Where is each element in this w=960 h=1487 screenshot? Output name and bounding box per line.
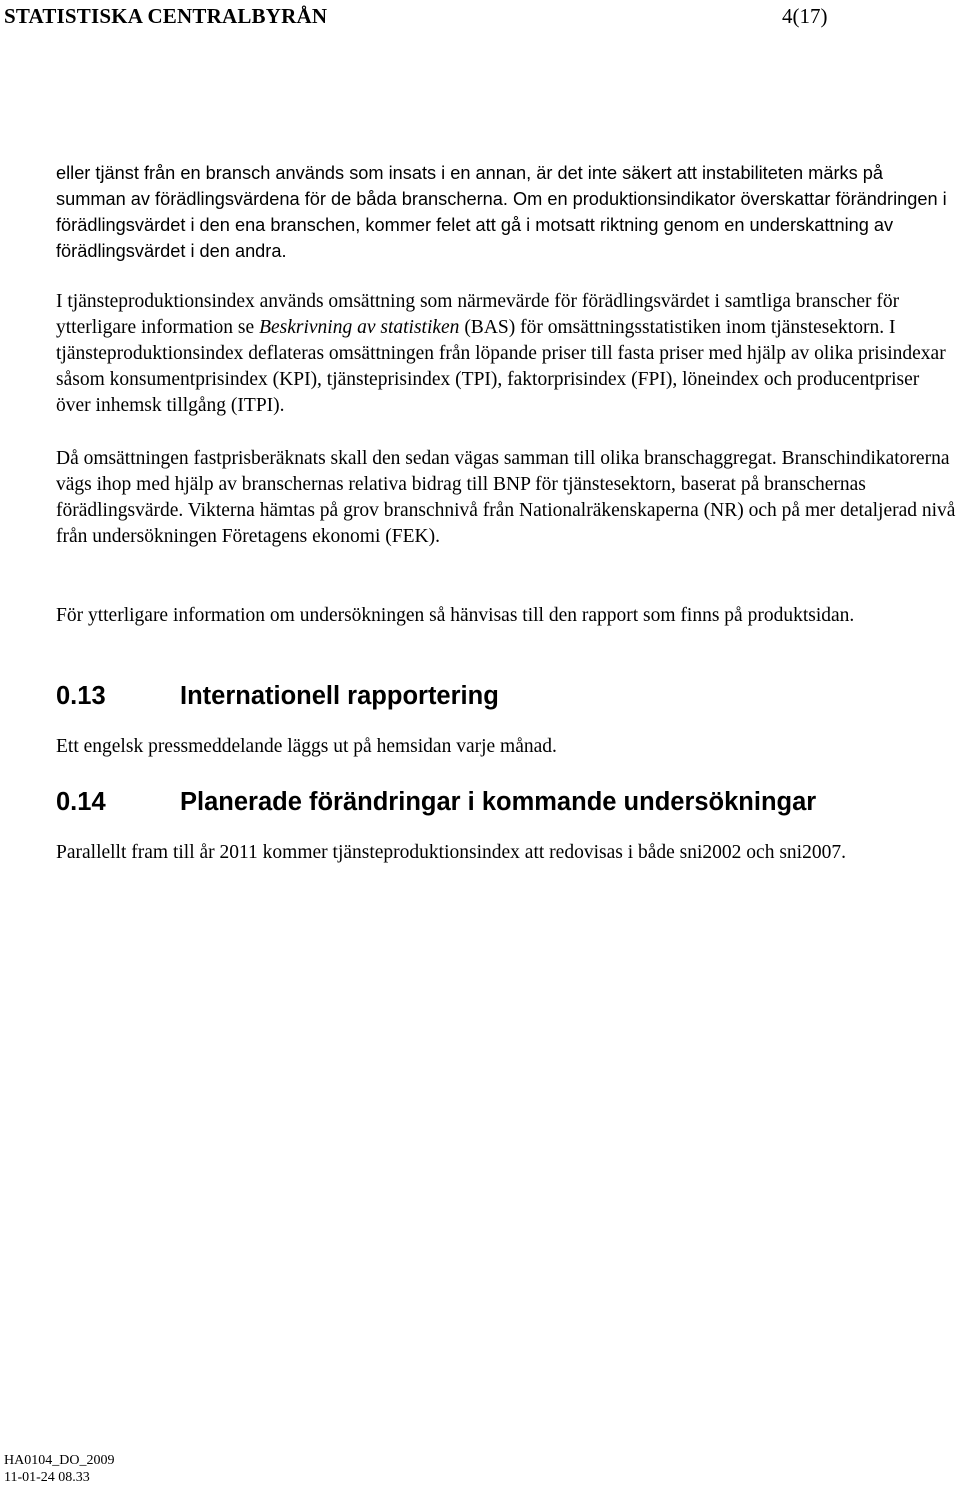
section-heading-international-reporting (56, 680, 499, 712)
section-number: 0.14 (56, 788, 106, 816)
section-title: Planerade förändringar i kommande undersökningar (180, 788, 817, 816)
publication-title: Beskrivning av statistiken (259, 317, 460, 338)
paragraph-instability: eller tjänst från en bransch används som insats i en annan, är det inte säkert att instabiliteten märks på summan av förädlingsvärdena för de båda branscherna. Om en produktionsindikator överskattar förändringen i förädlingsvärdet i den ena branschen, kommer felet att gå i motsatt riktning genom en underskattning av förädlingsvärdet i den andra. (56, 163, 947, 261)
paragraph-press-release: Ett engelsk pressmeddelande läggs ut på hemsidan varje månad. (56, 736, 557, 757)
paragraph-production-index-text-1: I tjänsteproduktionsindex används omsättning som närmevärde för förädlingsvärdet i samtliga branscher för ytterligare information se (56, 291, 900, 338)
page-number: 4(17) (782, 4, 828, 28)
paragraph-production-index (56, 289, 956, 419)
paragraph-more-info: För ytterligare information om undersökningen så hänvisas till den rapport som finns på produktsidan. (56, 605, 855, 626)
header-organization: STATISTISKA CENTRALBYRÅN (4, 4, 328, 28)
paragraph-weighting: Då omsättningen fastprisberäknats skall den sedan vägas samman till olika branschaggregat. Branschindikatorerna vägs ihop med hjälp av branschernas relativa bidrag till BNP för tjänstesektorn, baserat på branschernas förädlingsvärde. Vikterna hämtas på grov branschnivå från Nationalräkenskaperna (NR) och på mer detaljerad nivå från undersökningen Företagens ekonomi (FEK). (56, 448, 956, 547)
section-number: 0.13 (56, 682, 106, 710)
footer-date: 11-01-24 08.33 (4, 1470, 90, 1485)
section-heading-planned-changes (56, 786, 816, 818)
footer-document-id: HA0104_DO_2009 (4, 1453, 115, 1468)
paragraph-production-index-text-2: (BAS) för omsättningsstatistiken inom tjänstesektorn. I tjänsteproduktionsindex deflateras omsättningen från löpande priser till fasta priser med hjälp av olika prisindexar såsom konsumentprisindex (KPI), tjänsteprisindex (TPI), faktorprisindex (FPI), löneindex och producentpriser över inhemsk tillgång (ITPI). (56, 317, 946, 416)
paragraph-parallel-reporting: Parallellt fram till år 2011 kommer tjänsteproduktionsindex att redovisas i både sni2002 och sni2007. (56, 842, 846, 863)
section-title: Internationell rapportering (180, 682, 499, 710)
